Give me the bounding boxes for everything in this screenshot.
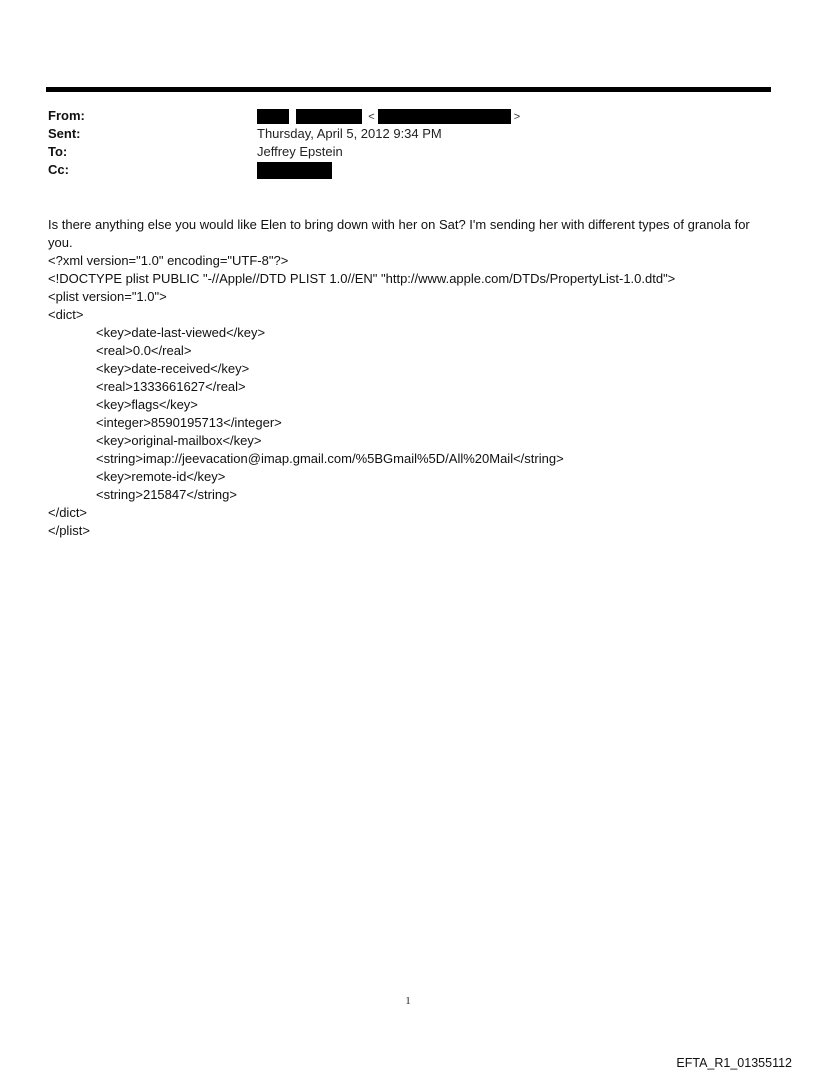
cc-label: Cc: [48, 162, 69, 177]
sent-label: Sent: [48, 126, 81, 141]
xml-line: </dict> [48, 505, 88, 520]
message-text: Is there anything else you would like Elen to bring down with her on Sat? I'm sending her with different types of granola for you. [48, 217, 750, 250]
to-label: To: [48, 144, 68, 159]
xml-line: <plist version="1.0"> [48, 289, 167, 304]
cc-value [257, 161, 332, 179]
sent-row [48, 125, 768, 143]
redaction-block [257, 162, 332, 179]
redaction-block [257, 109, 289, 124]
xml-dict-line: <string>imap://jeevacation@imap.gmail.com/%5BGmail%5D/All%20Mail</string> [96, 451, 564, 466]
xml-dict-line: <key>date-last-viewed</key> [96, 325, 266, 340]
cc-row [48, 161, 768, 179]
redaction-block [296, 109, 362, 124]
from-label: From: [48, 108, 85, 123]
xml-dict-line: <key>remote-id</key> [96, 469, 226, 484]
email-header [48, 107, 768, 179]
xml-dict-line: <integer>8590195713</integer> [96, 415, 282, 430]
xml-line: <dict> [48, 307, 84, 322]
email-body [48, 216, 773, 540]
xml-line: <?xml version="1.0" encoding="UTF-8"?> [48, 253, 289, 268]
xml-line: </plist> [48, 523, 90, 538]
xml-dict-line: <key>date-received</key> [96, 361, 250, 376]
xml-dict-line: <string>215847</string> [96, 487, 237, 502]
page-number: 1 [405, 995, 411, 1007]
to-value: Jeffrey Epstein [257, 144, 343, 159]
document-id: EFTA_R1_01355112 [676, 1056, 792, 1070]
from-open-bracket: < [368, 110, 375, 123]
from-close-bracket: > [513, 110, 521, 123]
xml-line: <!DOCTYPE plist PUBLIC "-//Apple//DTD PLIST 1.0//EN" "http://www.apple.com/DTDs/PropertyList-1.0.dtd"> [48, 271, 676, 286]
to-row [48, 143, 768, 161]
header-rule [46, 87, 771, 92]
from-row [48, 107, 768, 125]
xml-dict-line: <real>0.0</real> [96, 343, 192, 358]
sent-value: Thursday, April 5, 2012 9:34 PM [257, 126, 442, 141]
xml-dict-line: <real>1333661627</real> [96, 379, 246, 394]
xml-dict-line: <key>flags</key> [96, 397, 198, 412]
from-value [257, 107, 523, 126]
redaction-block [378, 109, 511, 124]
xml-dict-line: <key>original-mailbox</key> [96, 433, 262, 448]
